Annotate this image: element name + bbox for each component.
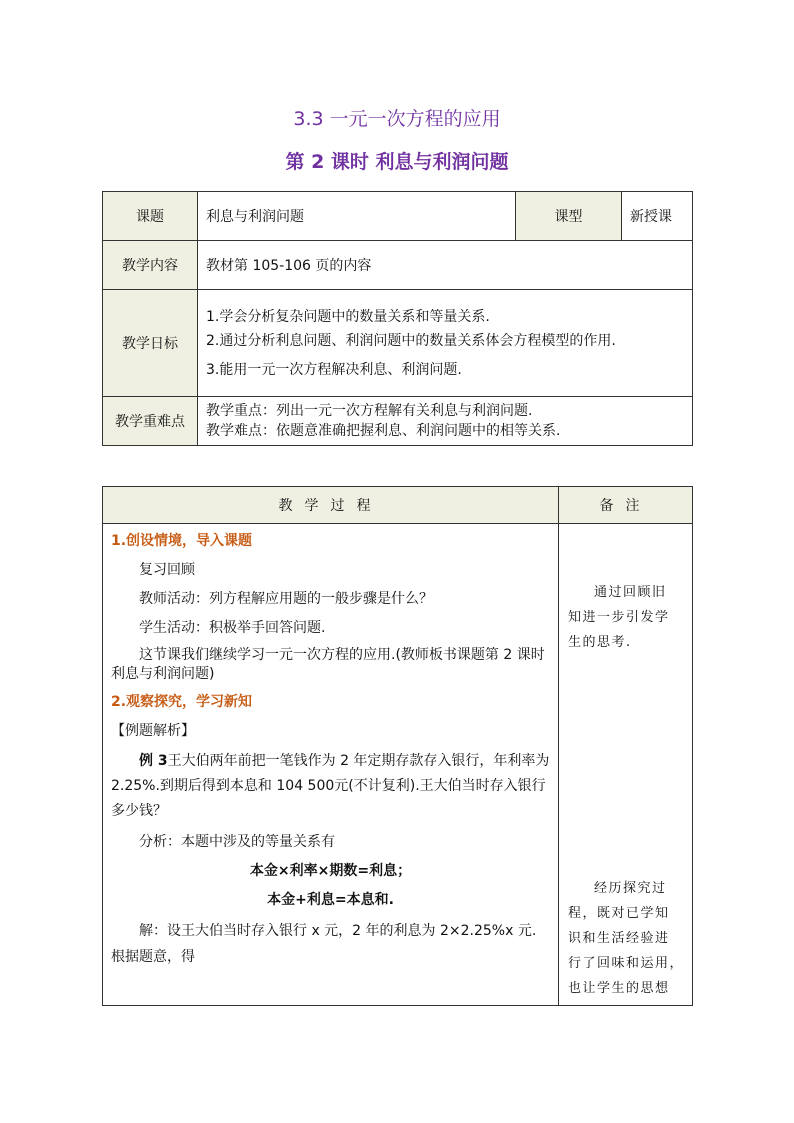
objectives-list: [198, 290, 693, 397]
review-text: 复习回顾: [139, 562, 195, 578]
student-activity: 学生活动：积极举手回答问题.: [139, 620, 326, 636]
example-label: 例 3: [139, 753, 168, 769]
note-1-line: 知进一步引发学: [568, 610, 670, 625]
topic-label: 课题: [103, 192, 198, 241]
type-label: 课型: [516, 192, 622, 241]
note-2-line: 识和生活经验进: [568, 931, 670, 946]
note-1: [568, 580, 686, 655]
keypoints-label: 教学重难点: [103, 397, 198, 446]
equation-2: 本金+利息=本息和.: [267, 892, 394, 908]
objectives-row: [103, 290, 693, 397]
analysis-text: 分析：本题中涉及的等量关系有: [139, 834, 335, 850]
teaching-process-table: [102, 486, 693, 1006]
process-header: 教学过程: [103, 487, 559, 524]
note-1-line: 通过回顾旧: [594, 585, 667, 600]
content-row: [103, 241, 693, 290]
lesson-info-table: [102, 191, 693, 446]
objective-item: 1.学会分析复杂问题中的数量关系和等量关系.: [206, 308, 490, 325]
key-point: 教学重点：列出一元一次方程解有关利息与利润问题.: [206, 403, 533, 419]
section-1-heading: 1.创设情境，导入课题: [111, 533, 253, 549]
example-text: 王大伯两年前把一笔钱作为 2 年定期存款存入银行，年利率为 2.25%.到期后得到本息和 104 500元(不计复利).王大伯当时存入银行多少钱？: [111, 753, 550, 819]
content-value: 教材第 105-106 页的内容: [198, 241, 693, 290]
objective-item: 3.能用一元一次方程解决利息、利润问题.: [206, 361, 462, 378]
note-2-line: 行了回味和运用，: [568, 956, 685, 971]
type-value: 新授课: [622, 192, 693, 241]
keypoints-value: [198, 397, 693, 446]
notes-header: 备注: [559, 487, 693, 524]
note-2-line: 也让学生的思想: [568, 981, 670, 996]
note-2-line: 经历探究过: [594, 881, 667, 896]
topic-row: [103, 192, 693, 241]
solution-text: 解：设王大伯当时存入银行 x 元，2 年的利息为 2×2.25%x 元.根据题意，得: [111, 923, 537, 965]
intro-text: 这节课我们继续学习一元一次方程的应用.(教师板书课题第 2 课时 利息与利润问题): [111, 647, 545, 682]
keypoints-row: [103, 397, 693, 446]
equation-1: 本金×利率×期数=利息；: [249, 863, 412, 879]
notes-column: [559, 524, 693, 1006]
example-heading: 【例题解析】: [111, 723, 195, 739]
example-problem: [111, 749, 550, 824]
process-header-row: [103, 487, 693, 524]
section-2-heading: 2.观察探究，学习新知: [111, 694, 253, 710]
process-body-row: [103, 524, 693, 1006]
lesson-subtitle: 第 2 课时 利息与利润问题: [285, 151, 509, 173]
note-2: [568, 876, 686, 1001]
objective-item: 2.通过分析利息问题、利润问题中的数量关系体会方程模型的作用.: [206, 332, 616, 349]
content-label: 教学内容: [103, 241, 198, 290]
lesson-title: 3.3 一元一次方程的应用: [293, 108, 501, 130]
topic-value: 利息与利润问题: [198, 192, 516, 241]
note-2-line: 程，既对已学知: [568, 906, 670, 921]
process-content: [103, 524, 559, 1006]
note-1-line: 生的思考.: [568, 635, 632, 650]
teacher-activity: 教师活动：列方程解应用题的一般步骤是什么？: [139, 591, 433, 607]
difficulty-point: 教学难点：依题意准确把握利息、利润问题中的相等关系.: [206, 423, 561, 439]
objectives-label: 教学日标: [103, 290, 198, 397]
